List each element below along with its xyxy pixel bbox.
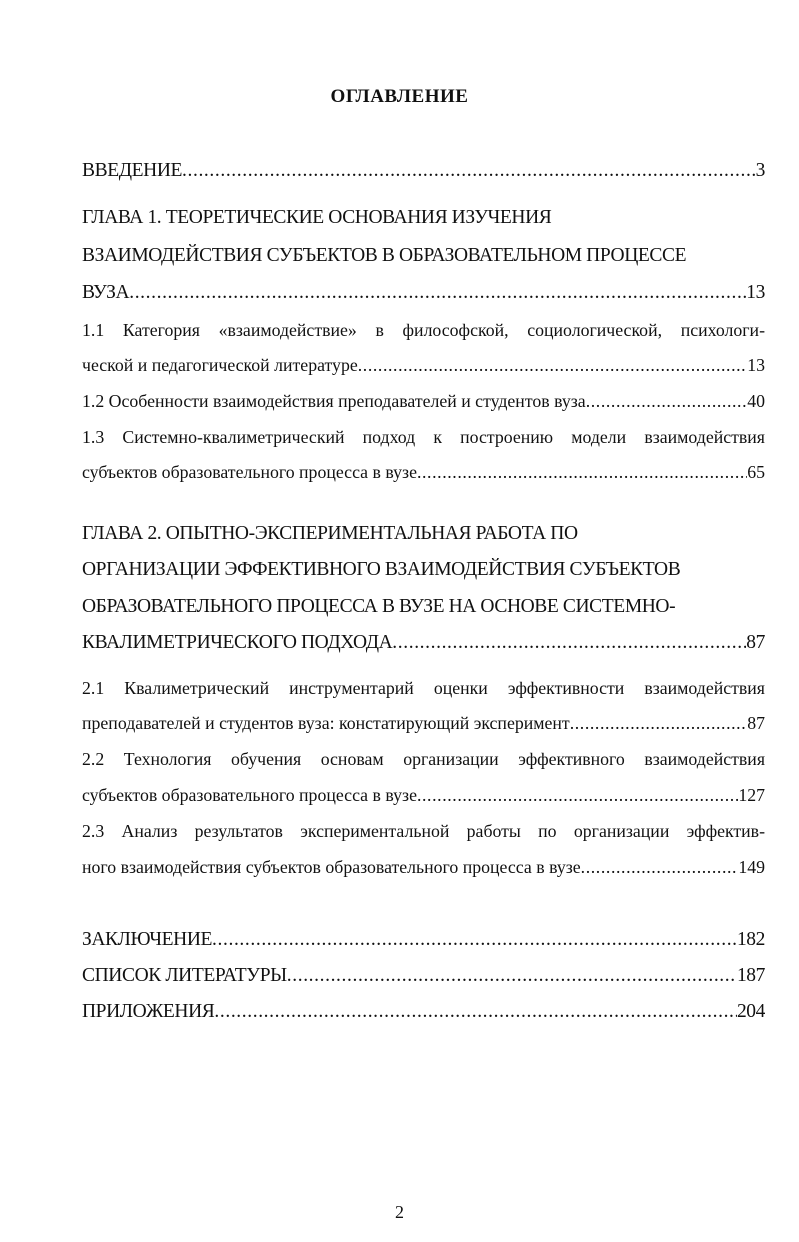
section-2-3-line2	[82, 854, 765, 880]
section-2-3-line1: 2.3 Анализ результатов экспериментальной работы по организации эффектив-	[82, 821, 765, 841]
toc-entry-title: СПИСОК ЛИТЕРАТУРЫ	[82, 965, 287, 986]
toc-entry-introduction	[82, 158, 765, 184]
toc-entry-title: КВАЛИМЕТРИЧЕСКОГО ПОДХОДА	[82, 632, 393, 653]
toc-entry-page: 87	[747, 713, 765, 733]
toc-entry-page: 65	[747, 462, 765, 482]
toc-entry-page: 13	[747, 355, 765, 375]
toc-entry-page: 149	[738, 857, 765, 877]
section-1-3-line1: 1.3 Системно-квалиметрический подход к построению модели взаимодействия	[82, 427, 765, 447]
toc-entry-title: субъектов образовательного процесса в вузе	[82, 785, 417, 805]
toc-entry-page: 182	[736, 929, 765, 950]
dot-leader	[358, 352, 747, 378]
section-2-2-line1: 2.2 Технология обучения основам организации эффективного взаимодействия	[82, 749, 765, 769]
chapter1-title-line3	[82, 280, 765, 306]
toc-entry-title: ВУЗА	[82, 282, 130, 303]
chapter2-title-line2: ОРГАНИЗАЦИИ ЭФФЕКТИВНОГО ВЗАИМОДЕЙСТВИЯ СУБЪЕКТОВ	[82, 559, 681, 580]
toc-entry-page: 204	[736, 1001, 765, 1022]
section-2-2-line2	[82, 782, 765, 808]
dot-leader	[586, 388, 748, 414]
toc-entry-title: ПРИЛОЖЕНИЯ	[82, 1001, 215, 1022]
chapter2-title-line4	[82, 630, 765, 656]
page-number: 2	[395, 1202, 404, 1222]
toc-entry-appendices	[82, 999, 765, 1025]
dot-leader	[214, 999, 737, 1025]
toc-entry-page: 127	[738, 785, 765, 805]
toc-entry-page: 187	[736, 965, 765, 986]
dot-leader	[570, 710, 748, 736]
toc-entry-page: 87	[746, 632, 765, 653]
dot-leader	[417, 782, 738, 808]
toc-entry-page: 3	[755, 160, 765, 181]
chapter2-title-line1: ГЛАВА 2. ОПЫТНО-ЭКСПЕРИМЕНТАЛЬНАЯ РАБОТА ПО	[82, 523, 578, 544]
toc-entry-title: субъектов образовательного процесса в вузе	[82, 462, 417, 482]
section-1-1-line2	[82, 352, 765, 378]
chapter1-title-line1: ГЛАВА 1. ТЕОРЕТИЧЕСКИЕ ОСНОВАНИЯ ИЗУЧЕНИЯ	[82, 207, 552, 228]
dot-leader	[581, 854, 739, 880]
section-1-1-line1: 1.1 Категория «взаимодействие» в философской, социологической, психологи-	[82, 320, 765, 340]
toc-entry-title: ного взаимодействия субъектов образовательного процесса в вузе	[82, 857, 581, 877]
dot-leader	[392, 630, 746, 656]
toc-entry-conclusion	[82, 927, 765, 953]
dot-leader	[212, 927, 737, 953]
toc-heading: ОГЛАВЛЕНИЕ	[330, 86, 469, 107]
section-2-1-line2	[82, 710, 765, 736]
dot-leader	[417, 459, 747, 485]
chapter2-title-line3: ОБРАЗОВАТЕЛЬНОГО ПРОЦЕССА В ВУЗЕ НА ОСНОВЕ СИСТЕМНО-	[82, 596, 676, 617]
chapter1-title-line2: ВЗАИМОДЕЙСТВИЯ СУБЪЕКТОВ В ОБРАЗОВАТЕЛЬНОМ ПРОЦЕССЕ	[82, 245, 687, 266]
toc-entry-page: 40	[747, 391, 765, 411]
dot-leader	[287, 963, 737, 989]
section-2-1-line1: 2.1 Квалиметрический инструментарий оценки эффективности взаимодействия	[82, 678, 765, 698]
toc-entry-title: 1.2 Особенности взаимодействия преподавателей и студентов вуза	[82, 391, 586, 411]
toc-entry-title: преподавателей и студентов вуза: констатирующий эксперимент	[82, 713, 570, 733]
toc-entry-references	[82, 963, 765, 989]
toc-entry-page: 13	[746, 282, 765, 303]
section-1-2	[82, 388, 765, 414]
dot-leader	[182, 158, 756, 184]
toc-entry-title: ЗАКЛЮЧЕНИЕ	[82, 929, 213, 950]
toc-entry-title: ческой и педагогической литературе	[82, 355, 358, 375]
toc-entry-title: ВВЕДЕНИЕ	[82, 160, 183, 181]
section-1-3-line2	[82, 459, 765, 485]
dot-leader	[129, 280, 746, 306]
